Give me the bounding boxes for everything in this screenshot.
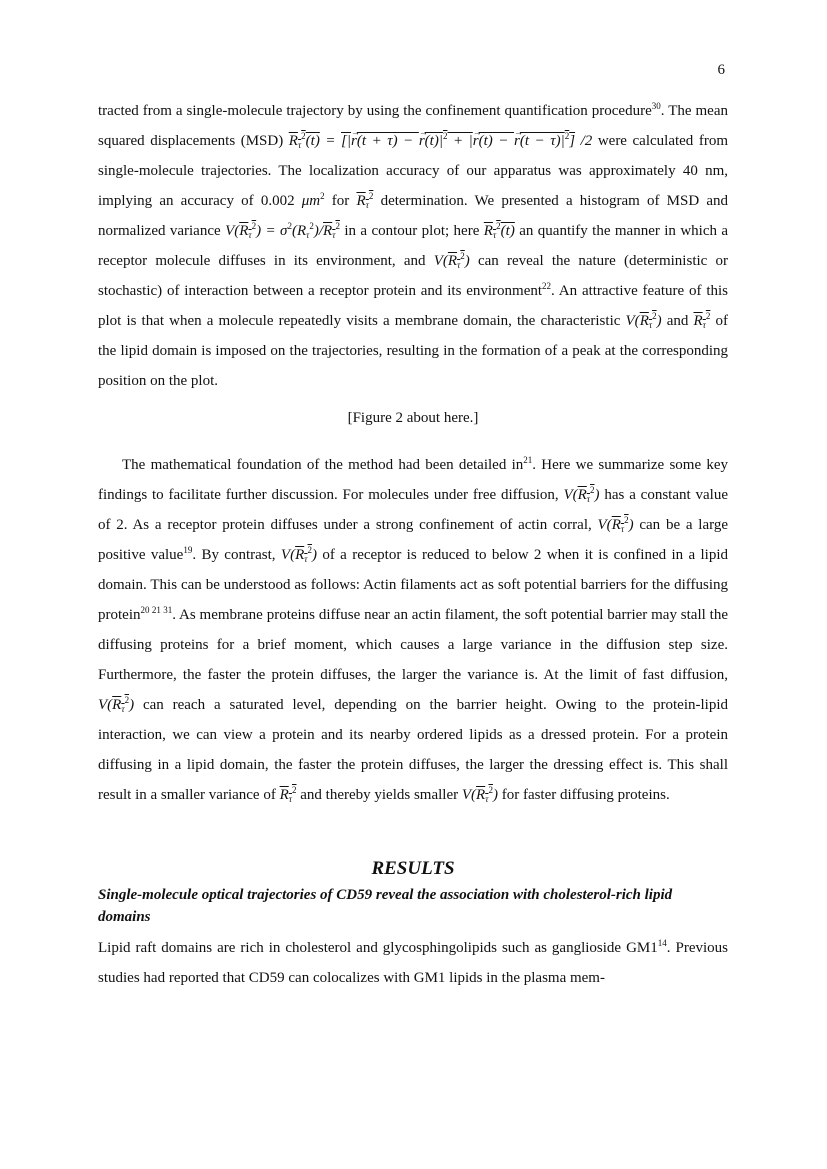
section-title: RESULTS bbox=[371, 858, 455, 879]
figure-placeholder: [Figure 2 about here.] bbox=[347, 410, 479, 426]
citation: 19 bbox=[183, 545, 193, 555]
paragraph-lipid-rafts: Lipid raft domains are rich in cholesterol and glycosphingolipids such as ganglioside $GM1^{14}$. Previous studies had reported that CD59 can colocalizes with GM1 lipids in the plasma mem- bbox=[98, 938, 728, 986]
msd-symbol: $R_\tau^2(t)$ bbox=[483, 221, 515, 240]
variance-symbol: $V(R_\tau^2)$ bbox=[597, 515, 634, 534]
msd-equation: $R_\tau^2(t)$ = [|→ r(t + τ) − → $r(t)|^2$ + |→ r(t) − → $r(t - \tau)|^2$] /2 bbox=[289, 133, 593, 149]
variance-symbol: $V(R_\tau^2)$ bbox=[563, 485, 600, 504]
citation: 22 bbox=[542, 281, 552, 291]
variance-equation: $V(R_\tau^2) = \sigma^2(R_\tau^2)/R_\tau^2$ bbox=[225, 221, 340, 240]
citation: 21 bbox=[523, 455, 533, 465]
msd-symbol: $R_\tau^2$ bbox=[693, 311, 711, 330]
citation: 30 bbox=[651, 101, 661, 111]
page-body bbox=[98, 96, 728, 993]
subsection-title: Single-molecule optical trajectories of CD59 reveal the association with cholesterol-rich lipid domains bbox=[98, 887, 673, 925]
paragraph-foundation: The mathematical foundation of the method had been detailed $in^{21}$. Here we summarize some key findings to facilitate further discussion. For molecules under free diffusion, $V(R_\tau^2)$ has a constant value of 2. As a receptor protein diffuses under a strong confinement of actin corral, $V(R_\tau^2)$ can be a large positive value$^{19}$. By contrast, $V(R_\tau^2)$ of a receptor is reduced to below 2 when it is confined in a lipid domain. This can be understood as follows: Actin filaments act as soft potential barriers for the diffusing protein$^{20 21 31}$. As membrane proteins diffuse near an actin filament, the soft potential barrier may stall the diffusing proteins for a brief moment, which causes a large variance in the diffusion step size. Furthermore, the faster the protein diffuses, the larger the variance is. At the limit of fast diffusion, $V(R_\tau^2)$ can reach a saturated level, depending on the barrier height. Owing to the protein-lipid interaction, we can view a protein and its nearby ordered lipids as a dressed protein. For a protein diffusing in a lipid domain, the faster the protein diffuses, the larger the dressing effect is. This shall result in a smaller variance of $R_\tau^2$ and thereby yields smaller $V(R_\tau^2)$ for faster diffusing proteins. bbox=[98, 455, 729, 804]
variance-symbol: $V(R_\tau^2)$ bbox=[625, 311, 662, 330]
variance-symbol: $V(R_\tau^2)$ bbox=[433, 251, 470, 270]
msd-symbol: $R_\tau^2$ bbox=[279, 785, 297, 804]
msd-symbol: $R_\tau^2$ bbox=[356, 191, 374, 210]
unit-micrometer: μm bbox=[301, 193, 321, 209]
variance-symbol: $V(R_\tau^2)$ bbox=[98, 695, 135, 714]
citation: 14 bbox=[657, 938, 667, 948]
citation: 20 21 31 bbox=[140, 605, 173, 615]
paragraph-msd-method: tracted from a single-molecule trajectory by using the confinement quantification procedure$^{30}$. The mean squared displacements (MSD) $R_\tau^2(t)$ = [|→ r(t + τ) − → $r(t)|^2$ + |→ r(t) − → $r(t - \tau)|^2$] /2 were calculated from single-molecule trajectories. The localization accuracy of our apparatus was approximately 40 nm, implying an accuracy of 0.002 $\mu m^2$ for $R_\tau^2$ determination. We presented a histogram of MSD and normalized variance $V(R_\tau^2) = \sigma^2(R_\tau^2)/R_\tau^2$ in a contour plot; here $R_\tau^2(t)$ an quantify the manner in which a receptor molecule diffuses in its environment, and $V(R_\tau^2)$ can reveal the nature (deterministic or stochastic) of interaction between a receptor protein and its environment$^{22}$. An attractive feature of this plot is that when a molecule repeatedly visits a membrane domain, the characteristic $V(R_\tau^2)$ and $R_\tau^2$ of the lipid domain is imposed on the trajectories, resulting in the formation of a peak at the corresponding position on the plot. bbox=[98, 96, 728, 396]
variance-symbol: $V(R_\tau^2)$ bbox=[461, 785, 498, 804]
variance-symbol: $V(R_\tau^2)$ bbox=[280, 545, 317, 564]
page-number: 6 bbox=[717, 62, 725, 78]
